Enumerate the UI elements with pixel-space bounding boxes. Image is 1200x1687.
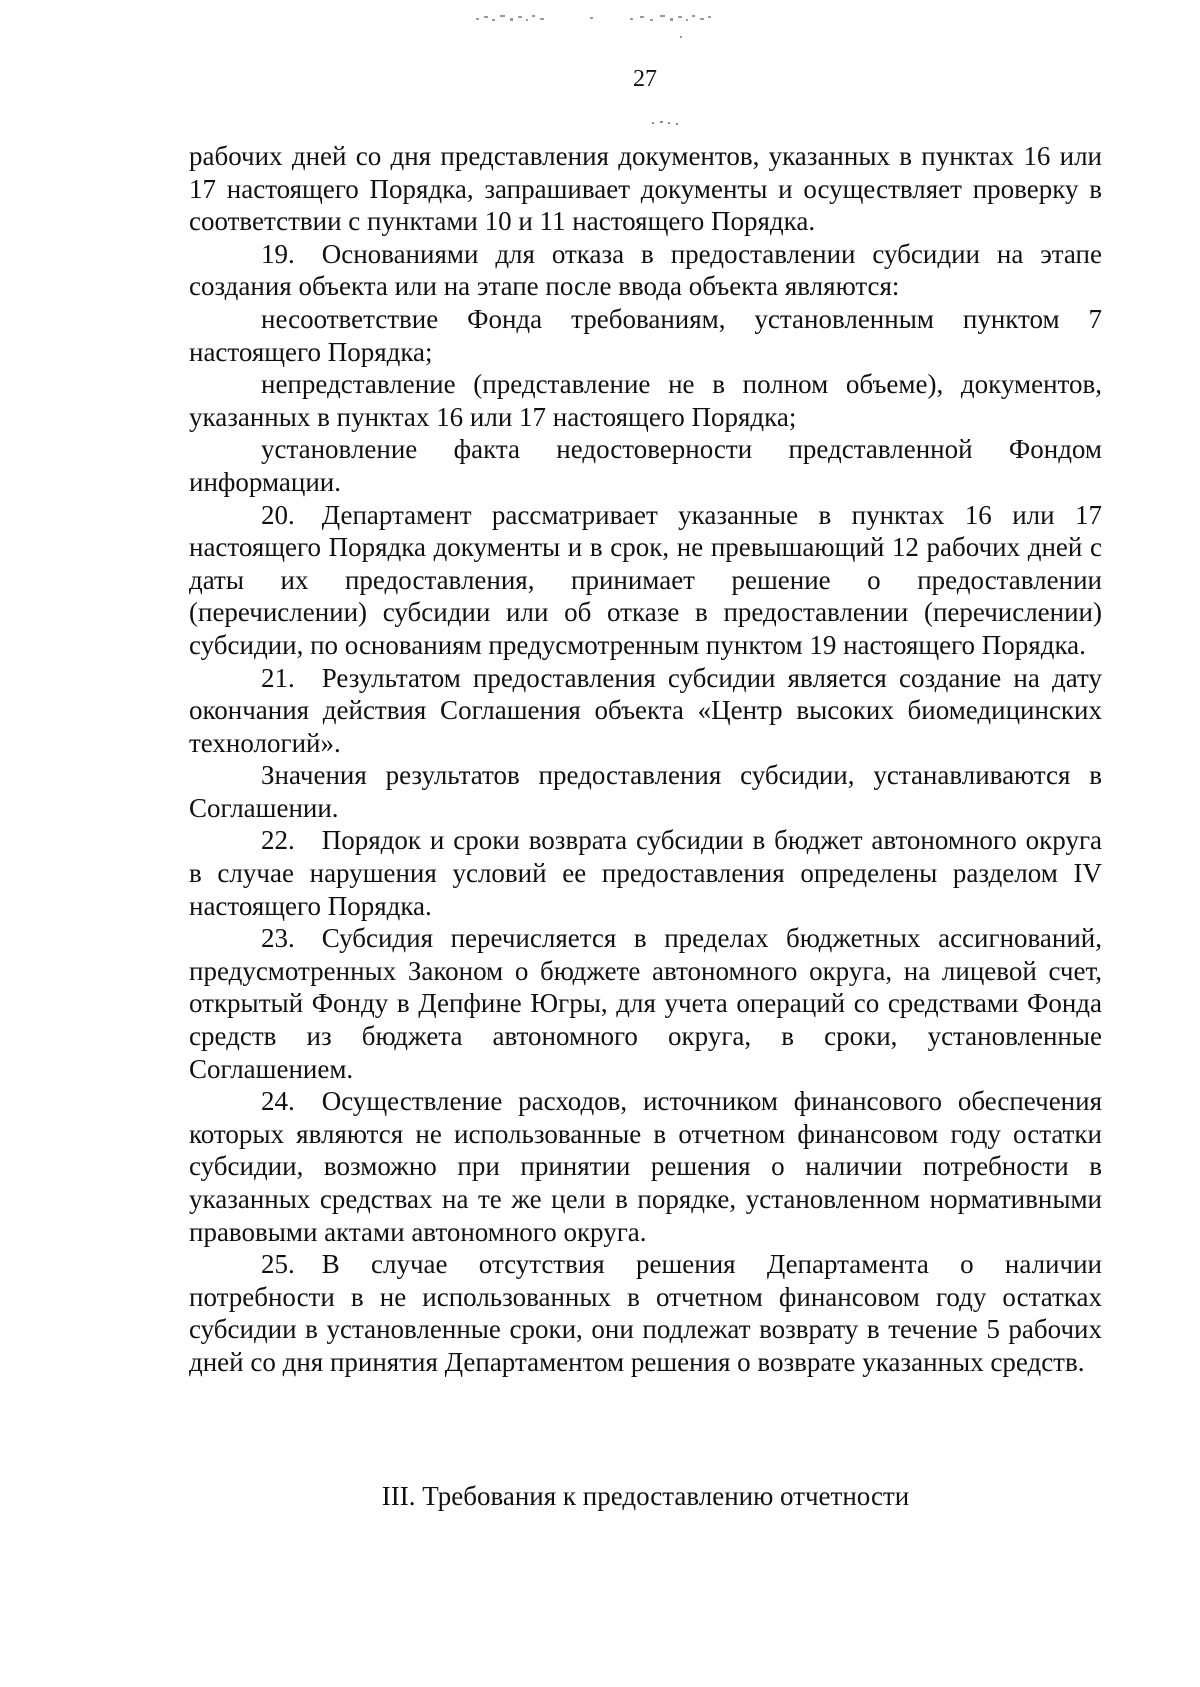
paragraph-24: 24. Осуществление расходов, источником финансового обеспечения которых являются не использованные в отчетном финансовом году остатки субсидии, возможно при принятии решения о наличии потребности в указанных средствах на те же цели в порядке, установленном нормативными правовыми актами автономного округа. bbox=[189, 1086, 1102, 1247]
scan-artifact-dots bbox=[650, 118, 690, 128]
paragraph-23: 23. Субсидия перечисляется в пределах бюджетных ассигнований, предусмотренных Законом о бюджете автономного округа, на лицевой счет, открытый Фонду в Депфине Югры, для учета операций со средствами Фонда средств из бюджета автономного округа, в сроки, установленные Соглашением. bbox=[189, 923, 1102, 1084]
paragraph-22: 22. Порядок и сроки возврата субсидии в бюджет автономного округа в случае нарушения условий ее предоставления определены разделом IV настоящего Порядка. bbox=[189, 825, 1102, 921]
section-heading: III. Требования к предоставлению отчетности bbox=[381, 1481, 910, 1511]
paragraph-25: 25. В случае отсутствия решения Департамента о наличии потребности в не использованных в отчетном финансовом году остатках субсидии в установленные сроки, они подлежат возврату в течение 5 рабочих дней со дня принятия Департаментом решения о возврате указанных средств. bbox=[189, 1249, 1102, 1377]
page-number: 27 bbox=[633, 66, 657, 92]
paragraph-19-item-3: установление факта недостоверности представленной Фондом информации. bbox=[189, 434, 1102, 497]
paragraph-20: 20. Департамент рассматривает указанные в пунктах 16 или 17 настоящего Порядка документы и в срок, не превышающий 12 рабочих дней с даты их предоставления, принимает решение о предоставлении (перечислении) субсидии или об отказе в предоставлении (перечислении) субсидии, по основаниям предусмотренным пунктом 19 настоящего Порядка. bbox=[189, 499, 1102, 660]
paragraph-21: 21. Результатом предоставления субсидии является создание на дату окончания действия Соглашения объекта «Центр высоких биомедицинских технологий». bbox=[189, 662, 1102, 758]
paragraph-continuation: рабочих дней со дня представления документов, указанных в пунктах 16 или 17 настоящего Порядка, запрашивает документы и осуществляет проверку в соответствии с пунктами 10 и 11 настоящего Порядка. bbox=[189, 141, 1102, 237]
document-body bbox=[189, 140, 1102, 1379]
paragraph-21-values: Значения результатов предоставления субсидии, устанавливаются в Соглашении. bbox=[189, 760, 1102, 823]
scan-artifact-marks bbox=[470, 6, 760, 46]
paragraph-19-item-1: несоответствие Фонда требованиям, установленным пунктом 7 настоящего Порядка; bbox=[189, 303, 1102, 367]
paragraph-19: 19. Основаниями для отказа в предоставлении субсидии на этапе создания объекта или на этапе после ввода объекта являются: bbox=[189, 238, 1102, 302]
paragraph-19-item-2: непредставление (представление не в полном объеме), документов, указанных в пунктах 16 или 17 настоящего Порядка; bbox=[189, 369, 1102, 432]
